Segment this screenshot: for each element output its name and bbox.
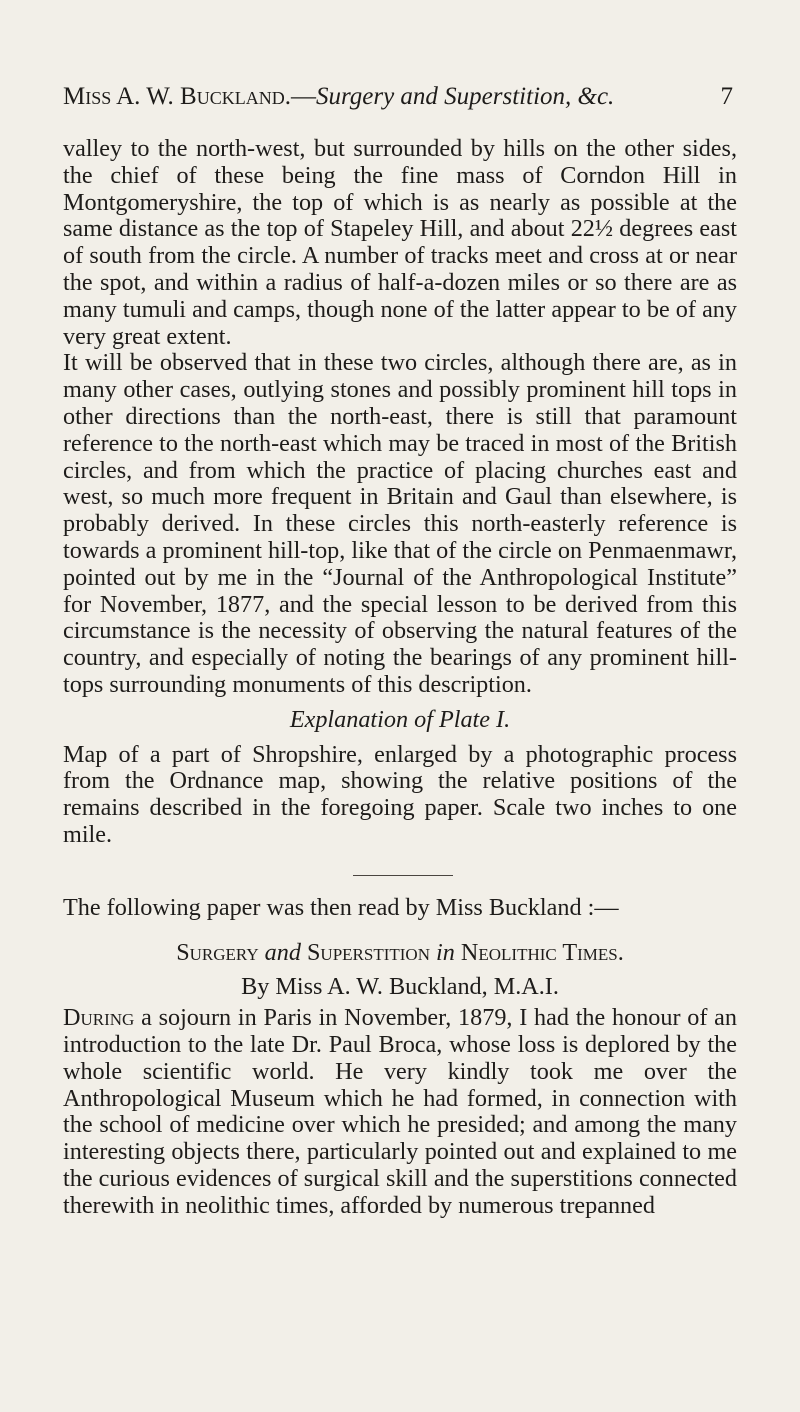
page-body <box>63 136 737 1219</box>
article-title <box>63 940 737 967</box>
header-dash: — <box>290 83 316 110</box>
explanation-text: Map of a part of Shropshire, enlarged by a photographic process from the Ordnance map, showing the relative positions of the remains described in the foregoing paper. Scale two inches to one mile. <box>63 740 737 848</box>
article-byline: By Miss A. W. Buckland, M.A.I. <box>241 973 559 1001</box>
article-body-text: a sojourn in Paris in November, 1879, I had the honour of an introduction to the late Dr. Paul Broca, whose loss is deplored by the whole scientific world. He very kindly took me over the Anthropological Museum which he had formed, in connection with the school of medicine over which he presided; and among the many interesting objects there, particularly pointed out and explained to me the curious evidences of surgical skill and the superstitions connected therewith in neolithic times, afforded by numerous trepanned <box>63 1004 738 1219</box>
section-divider <box>353 875 453 876</box>
article-first-paragraph <box>63 1005 737 1219</box>
page-number: 7 <box>720 83 733 110</box>
divider-wrap <box>63 849 737 887</box>
article-first-word: During <box>63 1004 135 1032</box>
article-title-in: in <box>436 938 455 966</box>
paragraph-circles: It will be observed that in these two circles, although there are, as in many other cases, outlying stones and possibly prominent hill tops in other directions than the north-east, there is still that paramount reference to the north-east which may be traced in most of the British circles, and from which the practice of placing churches east and west, so much more frequent in Britain and Gaul than elsewhere, is probably derived. In these circles this north-easterly reference is towards a prominent hill-top, like that of the circle on Penmaenmawr, pointed out by me in the “Journal of the Anthropological Institute” for November, 1877, and the special lesson to be derived from this circumstance is the necessity of observing the natural features of the country, and especially of noting the bearings of any prominent hill-tops surrounding monuments of this description. <box>63 349 737 698</box>
article-title-neolithic: Neolithic Times. <box>460 938 624 966</box>
header-author: Miss A. W. Buckland. <box>63 83 291 110</box>
header-title: Surgery and Superstition, &c. <box>315 83 615 110</box>
article-title-surgery: Surgery <box>176 938 259 966</box>
explanation-heading: Explanation of Plate I. <box>289 705 511 733</box>
paragraph-continuation: valley to the north-west, but surrounded by hills on the other sides, the chief of these being the fine mass of Corndon Hill in Montgomeryshire, the top of which is as nearly as possible at the same distance as the top of Stapeley Hill, and about 22½ degrees east of south from the circle. A number of tracks meet and cross at or near the spot, and within a radius of half-a-dozen miles or so there are as many tumuli and camps, though none of the latter appear to be of any very great extent. <box>63 135 737 350</box>
article-title-and: and <box>264 938 301 966</box>
following-paper-line: The following paper was then read by Miss Buckland :— <box>63 893 619 921</box>
article-title-superstition: Superstition <box>306 938 430 966</box>
running-header <box>63 80 733 114</box>
